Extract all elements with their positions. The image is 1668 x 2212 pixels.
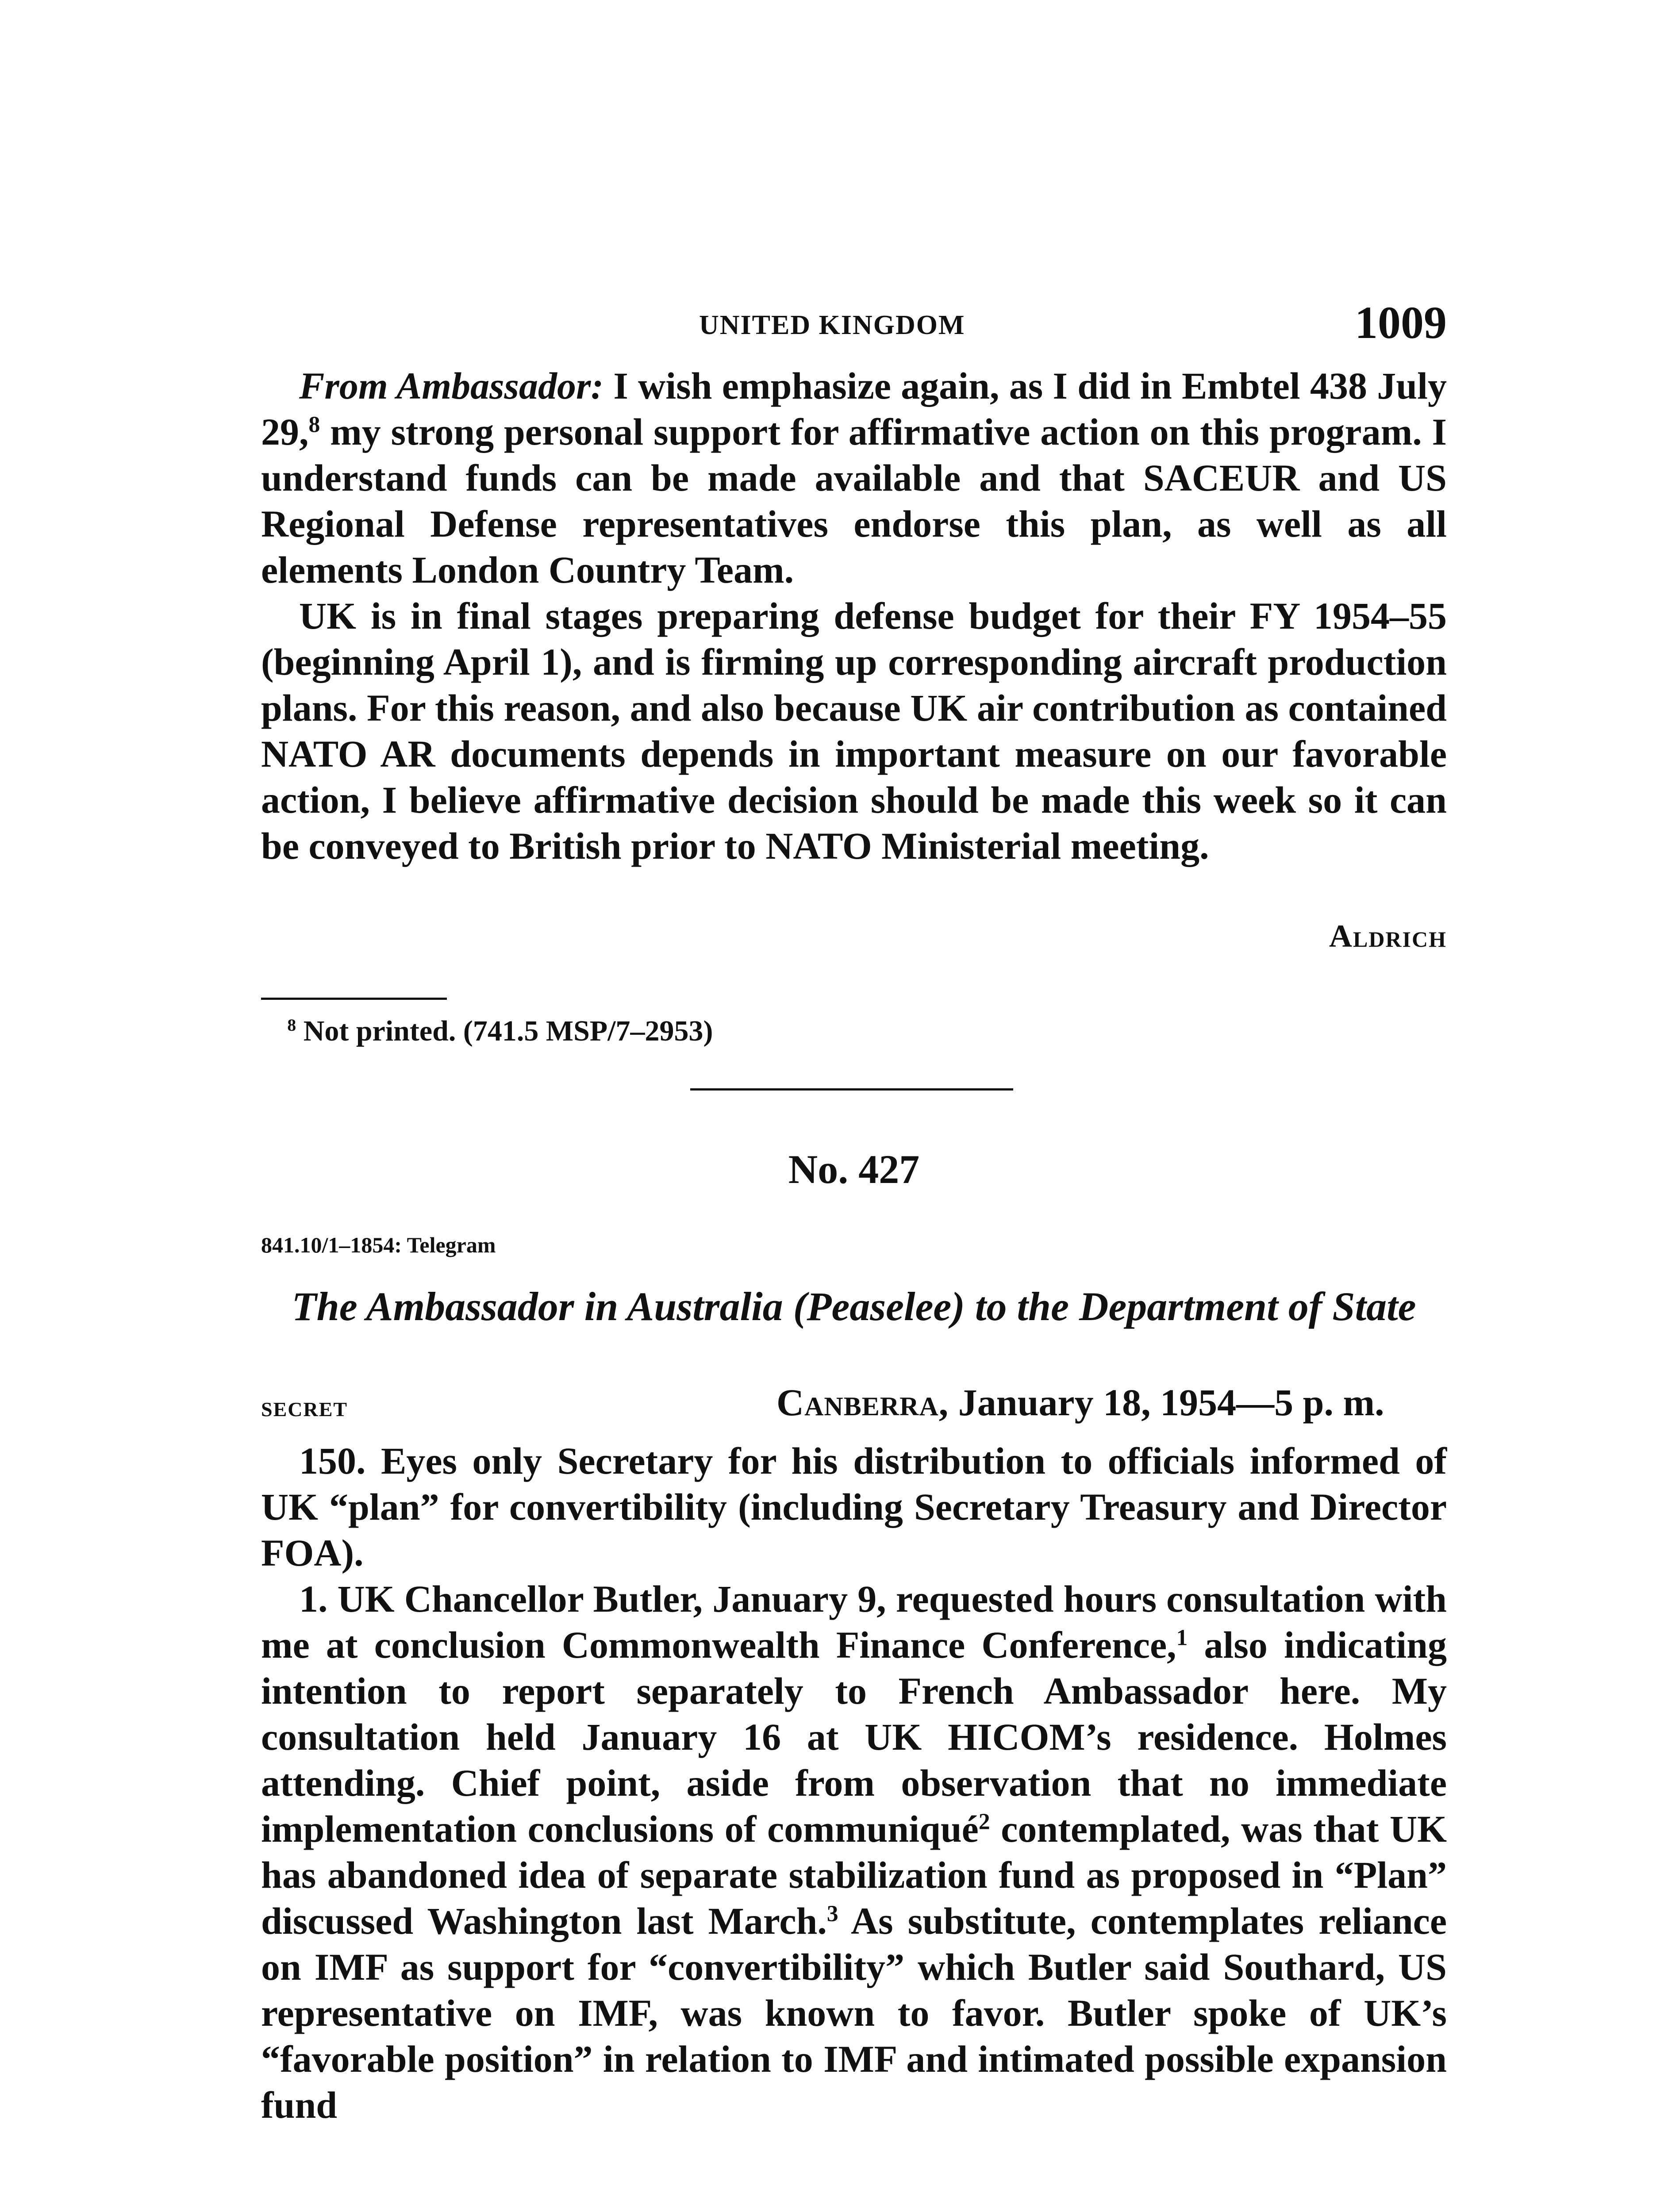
place-date [776, 1380, 1384, 1425]
footnote-marker: 2 [978, 1809, 990, 1835]
page-header [261, 296, 1447, 349]
telegram-text [261, 1438, 1447, 2128]
top-section-text [261, 363, 1447, 869]
budget-paragraph: UK is in final stages preparing defense budget for their FY 1954–55 (beginning April 1), and is firming up corresponding aircraft production plans. For this reason, and also because UK air contribution as contained NATO AR documents depends in important measure on our favorable action, I believe affirmative decision should be made this week so it can be conveyed to British prior to NATO Ministerial meeting. [261, 595, 1447, 867]
classification: secret [261, 1390, 348, 1423]
document-separator [690, 1088, 1013, 1091]
place: Canberra, [776, 1381, 949, 1424]
page-number: 1009 [1355, 297, 1447, 348]
footnote-rule [261, 998, 447, 1000]
document-title: The Ambassador in Australia (Peaselee) to the Department of State [292, 1284, 1416, 1329]
document-number: No. 427 [788, 1147, 920, 1192]
paragraph-lead: From Ambassador: [299, 365, 604, 407]
dateline [261, 1380, 1447, 1429]
ambassador-paragraph: From Ambassador: I wish emphasize again, as I did in Embtel 438 July 29,$^8$ my strong personal support for affirmative action on this program. I understand funds can be made available and that SACEUR and US Regional Defense representatives endorse this plan, as well as all elements London Country Team. [261, 365, 1447, 591]
footnote-marker: 8 [308, 412, 320, 438]
signature: Aldrich [1329, 918, 1447, 954]
footnote-marker: 1 [1176, 1625, 1188, 1651]
telegram-paragraph-1: 1. UK Chancellor Butler, January 9, requested hours consultation with me at conclusion Commonwealth Finance Conference,$^1$ also indicating intention to report separately to French Ambassador here. My consultation held January 16 at UK HICOM’s residence. Holmes attending. Chief point, aside from observation that no immediate implementation conclusions of communiqué$^2$ contemplated, was that UK has abandoned idea of separate stabilization fund as proposed in “Plan” discussed Washington last March.$^3$ As substitute, contemplates reliance on IMF as support for “convertibility” which Butler said Southard, US representative on IMF, was known to favor. Butler spoke of UK’s “favorable position” in relation to IMF and intimated possible expansion fund [261, 1578, 1447, 2126]
footnote-8: $^8$ Not printed. (741.5 MSP/7–2953) [287, 1015, 713, 1047]
date: January 18, 1954—5 p. m. [949, 1381, 1384, 1424]
top-footnotes [261, 1013, 1447, 1053]
running-head: UNITED KINGDOM [699, 310, 965, 340]
footnote-marker: 3 [826, 1901, 838, 1927]
file-reference: 841.10/1–1854: Telegram [261, 1233, 496, 1257]
telegram-paragraph-150: 150. Eyes only Secretary for his distribution to officials informed of UK “plan” for convertibility (including Secretary Treasury and Director FOA). [261, 1440, 1447, 1574]
